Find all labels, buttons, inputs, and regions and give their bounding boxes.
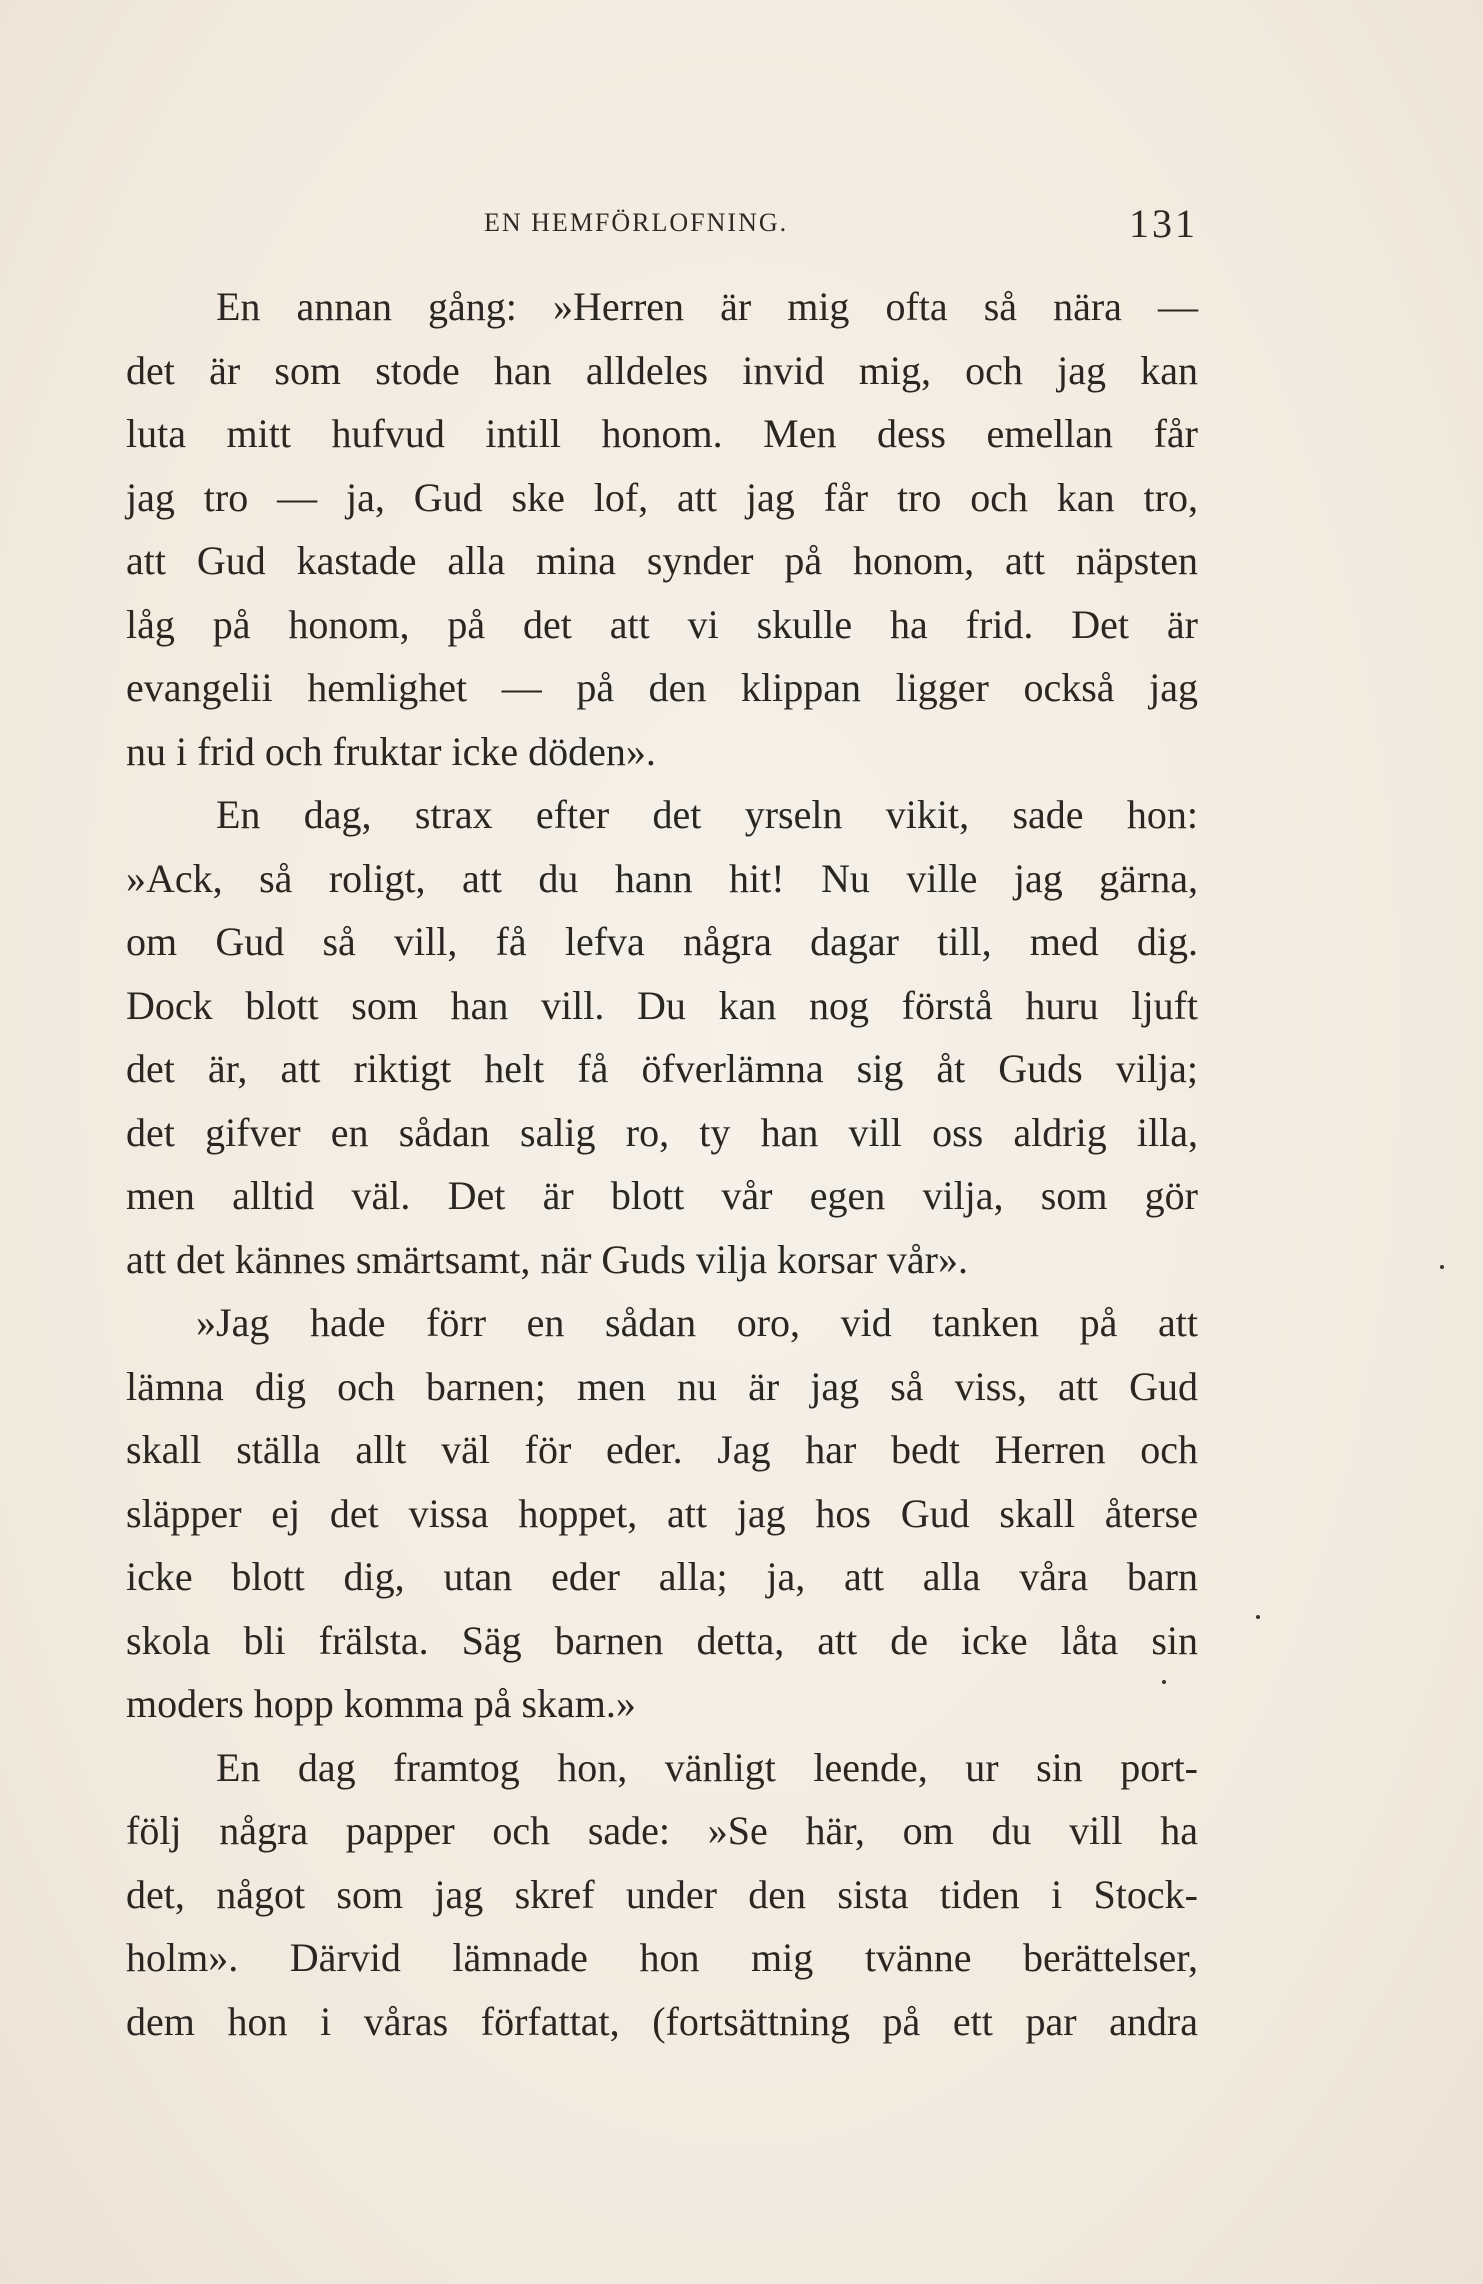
text-line: det är, att riktigt helt få öfverlämna sig åt Guds vilja; [126, 1046, 1198, 1091]
text-line: En dag, strax efter det yrseln vikit, sade hon: [216, 792, 1198, 837]
text-line: lämna dig och barnen; men nu är jag så viss, att Gud [126, 1363, 1198, 1409]
text-line: det gifver en sådan salig ro, ty han vill oss aldrig illa, [126, 1109, 1198, 1155]
running-title: EN HEMFÖRLOFNING. [484, 208, 789, 237]
text-line: evangelii hemlighet — på den klippan ligger också jag [126, 665, 1198, 710]
text-line: En dag framtog hon, vänligt leende, ur sin port- [216, 1744, 1198, 1790]
text-line: luta mitt hufvud intill honom. Men dess emellan får [126, 411, 1198, 456]
text-line: följ några papper och sade: »Se här, om du vill ha [126, 1808, 1198, 1853]
page-header [126, 200, 1198, 250]
text-line: men alltid väl. Det är blott vår egen vilja, som gör [126, 1173, 1198, 1218]
text-line: det är som stode han alldeles invid mig, och jag kan [126, 347, 1198, 393]
text-line: Dock blott som han vill. Du kan nog förstå huru ljuft [126, 982, 1198, 1028]
text-line: att det kännes smärtsamt, när Guds vilja korsar vår». [126, 1236, 968, 1282]
text-line: låg på honom, på det att vi skulle ha frid. Det är [126, 601, 1198, 647]
text-line: holm». Därvid lämnade hon mig tvänne berättelser, [126, 1935, 1198, 1980]
text-line: det, något som jag skref under den sista tiden i Stock- [126, 1871, 1198, 1917]
text-line: dem hon i våras författat, (fortsättning på ett par andra [126, 1998, 1198, 2044]
text-line: om Gud så vill, få lefva några dagar till, med dig. [126, 919, 1198, 964]
text-line: En annan gång: »Herren är mig ofta så nära — [216, 284, 1198, 329]
text-line: nu i frid och fruktar icke döden». [126, 728, 656, 774]
paper-speck [1162, 1680, 1166, 1684]
paper-speck [1256, 1615, 1260, 1619]
text-line: »Ack, så roligt, att du hann hit! Nu ville jag gärna, [126, 855, 1198, 901]
text-line: skola bli frälsta. Säg barnen detta, att de icke låta sin [126, 1617, 1198, 1663]
text-line: icke blott dig, utan eder alla; ja, att alla våra barn [126, 1554, 1198, 1599]
page-number: 131 [1129, 201, 1198, 246]
body-text [126, 275, 1198, 2053]
text-line: jag tro — ja, Gud ske lof, att jag får tro och kan tro, [126, 474, 1198, 520]
text-line: släpper ej det vissa hoppet, att jag hos Gud skall återse [126, 1490, 1198, 1536]
text-line: moders hopp komma på skam.» [126, 1681, 636, 1726]
text-line: skall ställa allt väl för eder. Jag har bedt Herren och [126, 1427, 1198, 1472]
text-line: »Jag hade förr en sådan oro, vid tanken på att [196, 1300, 1198, 1345]
paper-speck [1440, 1265, 1444, 1269]
text-line: att Gud kastade alla mina synder på honom, att näpsten [126, 538, 1198, 583]
